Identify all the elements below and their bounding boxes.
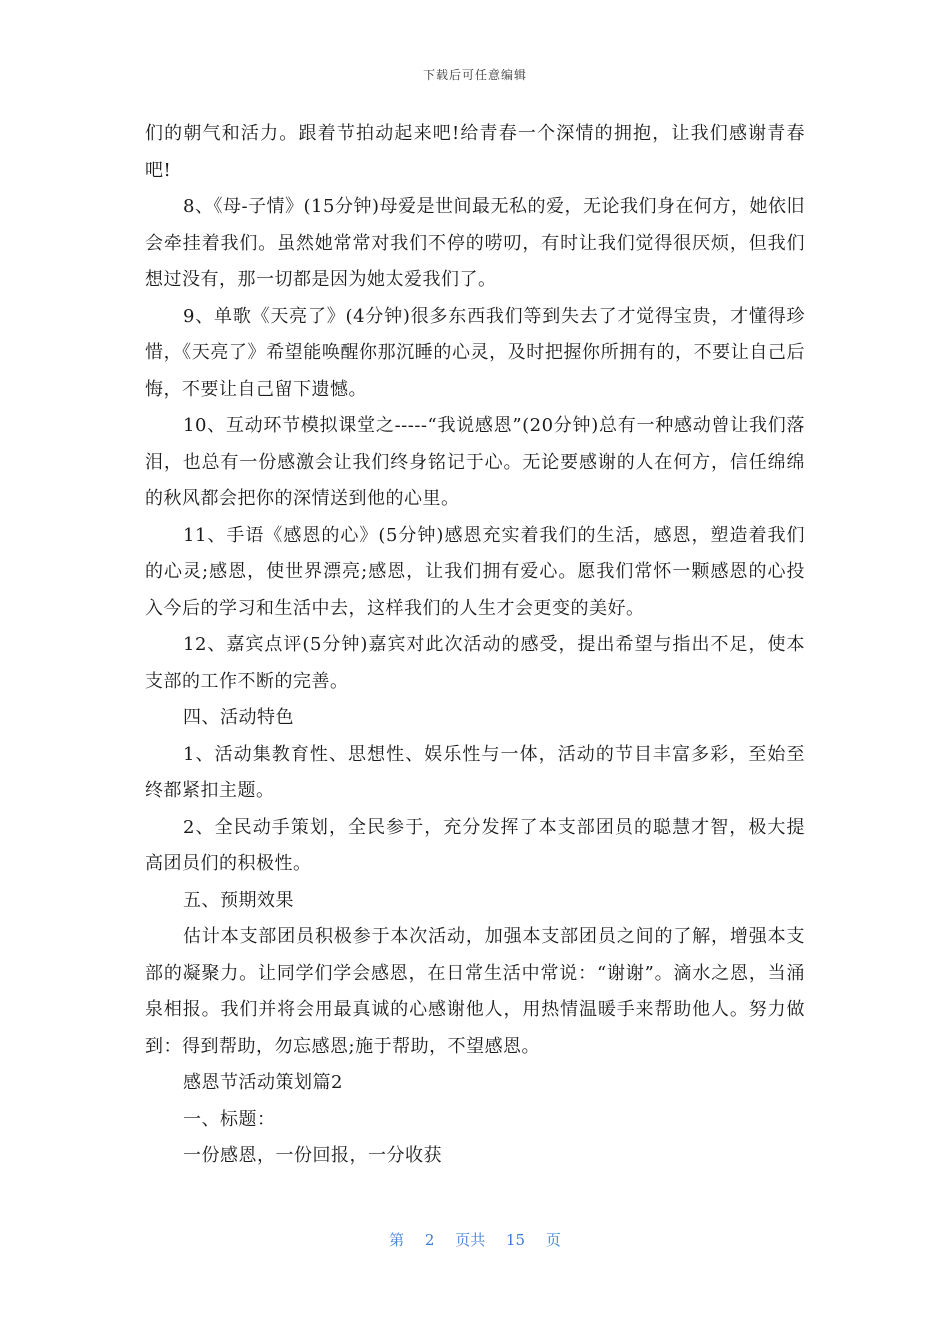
- footer-page-number: 2: [424, 1231, 435, 1249]
- paragraph: 10、互动环节模拟课堂之-----“我说感恩”(20分钟)总有一种感动曾让我们落泪，也总有一份感激会让我们终身铭记于心。无论要感谢的人在何方，信任绵绵的秋风都会把你的深情送到他的心里。: [145, 415, 805, 509]
- document-body: [145, 116, 805, 1175]
- section-heading: 四、活动特色: [183, 707, 294, 728]
- paragraph: 们的朝气和活力。跟着节拍动起来吧!给青春一个深情的拥抱，让我们感谢青春吧!: [145, 123, 805, 181]
- paragraph: 一份感恩，一份回报，一分收获: [183, 1145, 442, 1166]
- paragraph: 估计本支部团员积极参于本次活动，加强本支部团员之间的了解，增强本支部的凝聚力。让同学们学会感恩，在日常生活中常说：“谢谢”。滴水之恩，当涌泉相报。我们并将会用最真诚的心感谢他人，用热情温暖手来帮助他人。努力做到：得到帮助，勿忘感恩;施于帮助，不望感恩。: [145, 926, 805, 1057]
- footer-page-unit: 页共: [455, 1231, 486, 1249]
- paragraph: 9、单歌《天亮了》(4分钟)很多东西我们等到失去了才觉得宝贵，才懂得珍惜，《天亮了》希望能唤醒你那沉睡的心灵，及时把握你所拥有的，不要让自己后悔，不要让自己留下遗憾。: [145, 305, 805, 400]
- footer-total-unit: 页: [545, 1231, 561, 1249]
- paragraph: 12、嘉宾点评(5分钟)嘉宾对此次活动的感受，提出希望与指出不足，使本支部的工作不断的完善。: [145, 634, 805, 692]
- page-footer: [0, 1229, 950, 1250]
- paragraph: 8、《母-子情》(15分钟)母爱是世间最无私的爱，无论我们身在何方，她依旧会牵挂着我们。虽然她常常对我们不停的唠叨，有时让我们觉得很厌烦，但我们想过没有，那一切都是因为她太爱我们了。: [145, 196, 805, 290]
- paragraph: 11、手语《感恩的心》(5分钟)感恩充实着我们的生活，感恩，塑造着我们的心灵;感恩，使世界漂亮;感恩，让我们拥有爱心。愿我们常怀一颗感恩的心投入今后的学习和生活中去，这样我们的人生才会更变的美好。: [145, 524, 805, 619]
- footer-page-label: 第: [389, 1231, 405, 1249]
- paragraph: 2、全民动手策划，全民参于，充分发挥了本支部团员的聪慧才智，极大提高团员们的积极性。: [145, 816, 805, 874]
- footer-total-pages: 15: [506, 1231, 526, 1249]
- article-title: 感恩节活动策划篇2: [183, 1072, 343, 1093]
- section-heading: 五、预期效果: [183, 889, 294, 911]
- page-header-note: 下载后可任意编辑: [422, 68, 527, 82]
- paragraph: 1、活动集教育性、思想性、娱乐性与一体，活动的节目丰富多彩，至始至终都紧扣主题。: [145, 743, 805, 801]
- section-heading: 一、标题：: [183, 1108, 276, 1130]
